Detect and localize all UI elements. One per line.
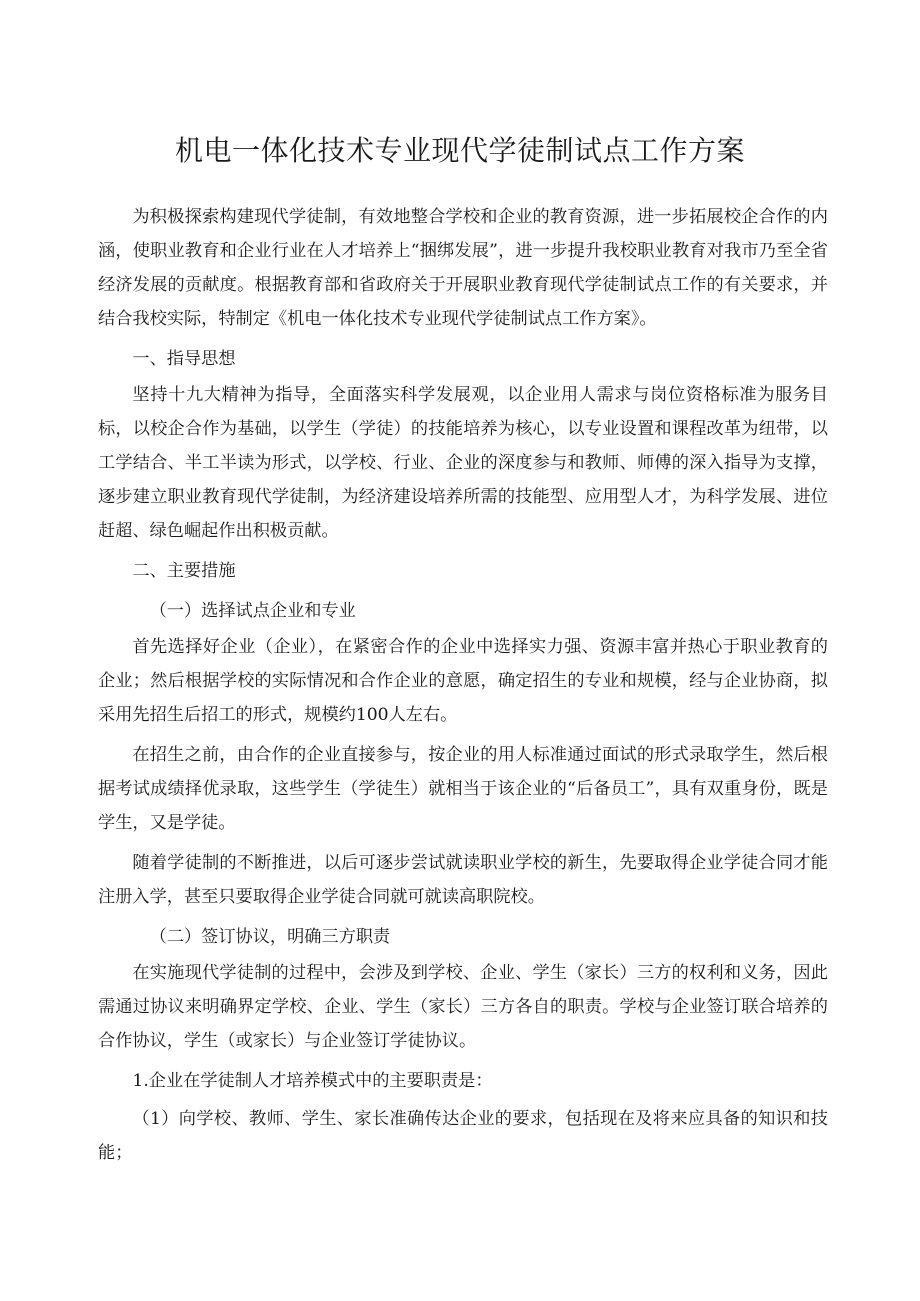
section-heading-guiding-ideology: 一、指导思想 — [132, 349, 236, 369]
select-pilot-paragraph-1: 首先选择好企业（企业），在紧密合作的企业中选择实力强、资源丰富并热心于职业教育的企业；然后根据学校的实际情况和合作企业的意愿，确定招生的专业和规模，经与企业协商，拟采用先招生后招工的形式，规模约100人左右。 — [98, 637, 828, 725]
select-pilot-paragraph-2: 在招生之前，由合作的企业直接参与，按企业的用人标准通过面试的形式录取学生，然后根据考试成绩择优录取，这些学生（学徒生）就相当于该企业的“后备员工”，具有双重身份，既是学生，又是学徒。 — [98, 745, 828, 833]
section-heading-main-measures: 二、主要措施 — [132, 561, 236, 581]
subsection-heading-select-pilot: （一）选择试点企业和专业 — [149, 601, 356, 621]
document-title: 机电一体化技术专业现代学徒制试点工作方案 — [174, 133, 745, 167]
subsection-heading-sign-agreement: （二）签订协议，明确三方职责 — [149, 927, 391, 947]
document-body — [98, 200, 828, 1170]
sign-agreement-paragraph: 在实施现代学徒制的过程中，会涉及到学校、企业、学生（家长）三方的权利和义务，因此需通过协议来明确界定学校、企业、学生（家长）三方各自的职责。学校与企业签订联合培养的合作协议，学生（或家长）与企业签订学徒协议。 — [98, 963, 828, 1051]
list-item-enterprise-duties: 1.企业在学徒制人才培养模式中的主要职责是： — [132, 1071, 493, 1091]
list-subitem-1: （1）向学校、教师、学生、家长准确传达企业的要求，包括现在及将来应具备的知识和技能； — [98, 1109, 828, 1163]
guiding-ideology-paragraph: 坚持十九大精神为指导，全面落实科学发展观，以企业用人需求与岗位资格标准为服务目标，以校企合作为基础，以学生（学徒）的技能培养为核心，以专业设置和课程改革为纽带，以工学结合、半工半读为形式，以学校、行业、企业的深度参与和教师、师傅的深入指导为支撑，逐步建立职业教育现代学徒制，为经济建设培养所需的技能型、应用型人才，为科学发展、进位赶超、绿色崛起作出积极贡献。 — [98, 385, 828, 541]
intro-paragraph: 为积极探索构建现代学徒制，有效地整合学校和企业的教育资源，进一步拓展校企合作的内涵，使职业教育和企业行业在人才培养上“捆绑发展”，进一步提升我校职业教育对我市乃至全省经济发展的贡献度。根据教育部和省政府关于开展职业教育现代学徒制试点工作的有关要求，并结合我校实际，特制定《机电一体化技术专业现代学徒制试点工作方案》。 — [98, 207, 828, 329]
select-pilot-paragraph-3: 随着学徒制的不断推进，以后可逐步尝试就读职业学校的新生，先要取得企业学徒合同才能注册入学，甚至只要取得企业学徒合同就可就读高职院校。 — [98, 853, 828, 907]
